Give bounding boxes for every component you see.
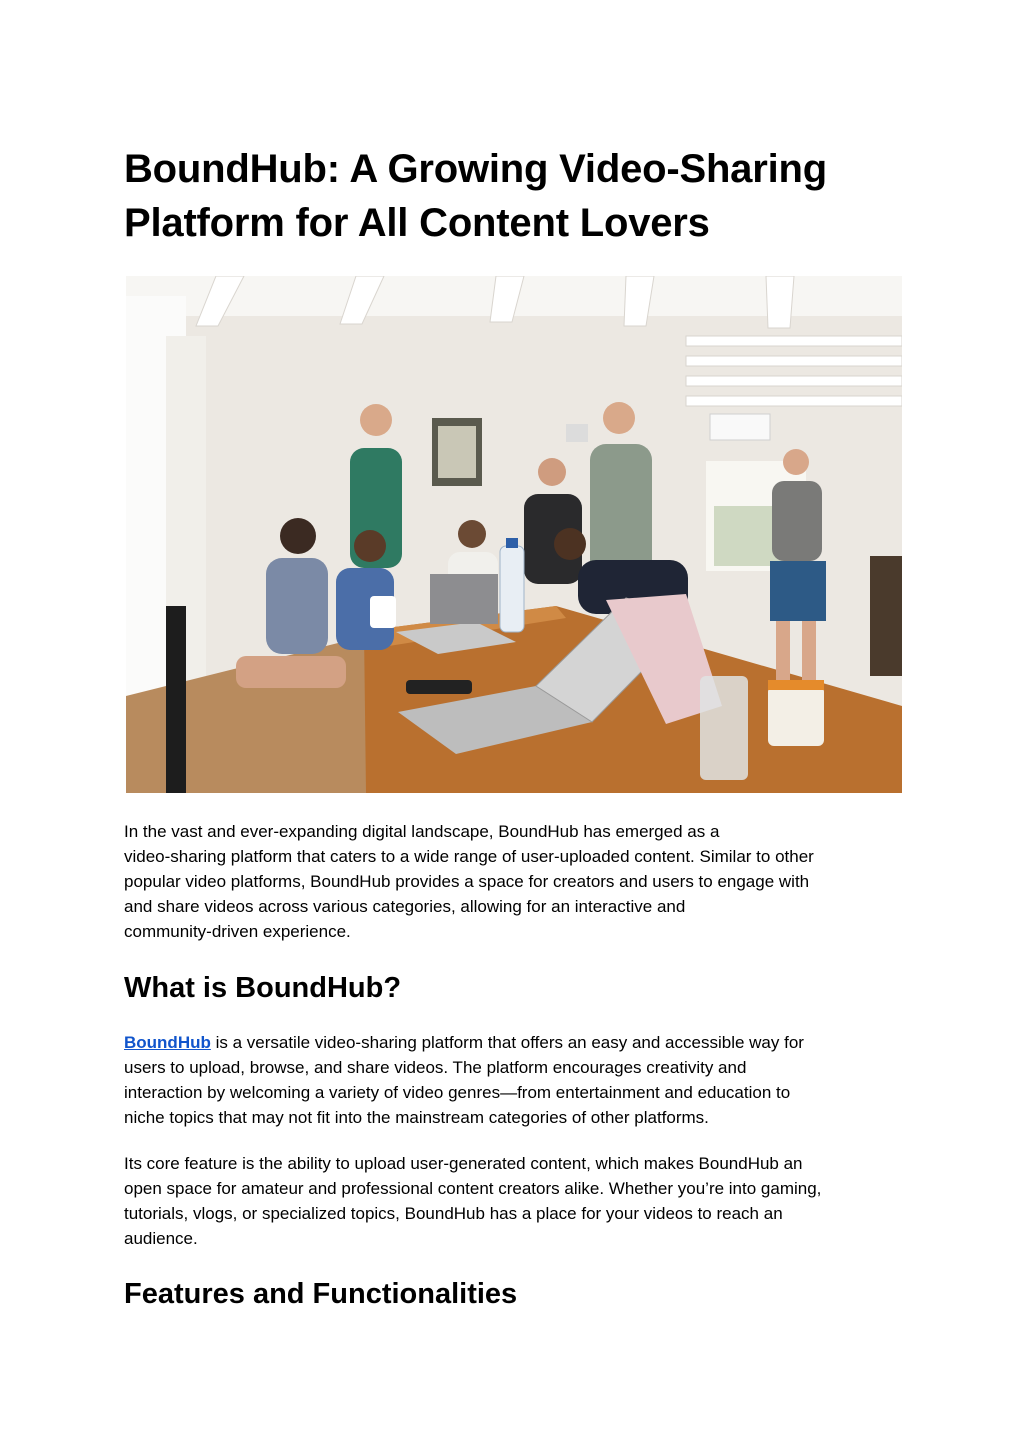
intro-line-1: In the vast and ever-expanding digital landscape, BoundHub has emerged as a [124, 822, 720, 841]
what-p2-line-1: Its core feature is the ability to upload user-generated content, which makes BoundHub an [124, 1154, 803, 1173]
intro-line-4: and share videos across various categories, allowing for an interactive and [124, 897, 686, 916]
what-p2-line-4: audience. [124, 1229, 198, 1248]
intro-line-5: community-driven experience. [124, 922, 351, 941]
article-title-line-2: Platform for All Content Lovers [124, 201, 710, 245]
intro-line-2: video-sharing platform that caters to a wide range of user-uploaded content. Similar to other [124, 847, 814, 866]
intro-paragraph [124, 819, 904, 944]
what-p1-line-2: users to upload, browse, and share videos. The platform encourages creativity and [124, 1058, 747, 1077]
article-title-line-1: BoundHub: A Growing Video-Sharing [124, 147, 827, 191]
what-p2-line-2: open space for amateur and professional content creators alike. Whether you’re into gaming, [124, 1179, 822, 1198]
heading-what-is-boundhub: What is BoundHub? [124, 972, 402, 1004]
what-p1-line-4: niche topics that may not fit into the mainstream categories of other platforms. [124, 1108, 709, 1127]
article-title [124, 142, 914, 250]
intro-line-3: popular video platforms, BoundHub provides a space for creators and users to engage with [124, 872, 810, 891]
what-p2-line-3: tutorials, vlogs, or specialized topics, BoundHub has a place for your videos to reach an [124, 1204, 783, 1223]
what-paragraph-2 [124, 1151, 904, 1251]
what-paragraph-1 [124, 1030, 904, 1130]
what-p1-line-3: interaction by welcoming a variety of video genres—from entertainment and education to [124, 1083, 791, 1102]
heading-features: Features and Functionalities [124, 1278, 518, 1310]
boundhub-link[interactable]: BoundHub [124, 1033, 211, 1052]
what-p1-line-1: is a versatile video-sharing platform that offers an easy and accessible way for [210, 1033, 804, 1052]
hero-photo-team-meeting [126, 276, 902, 793]
